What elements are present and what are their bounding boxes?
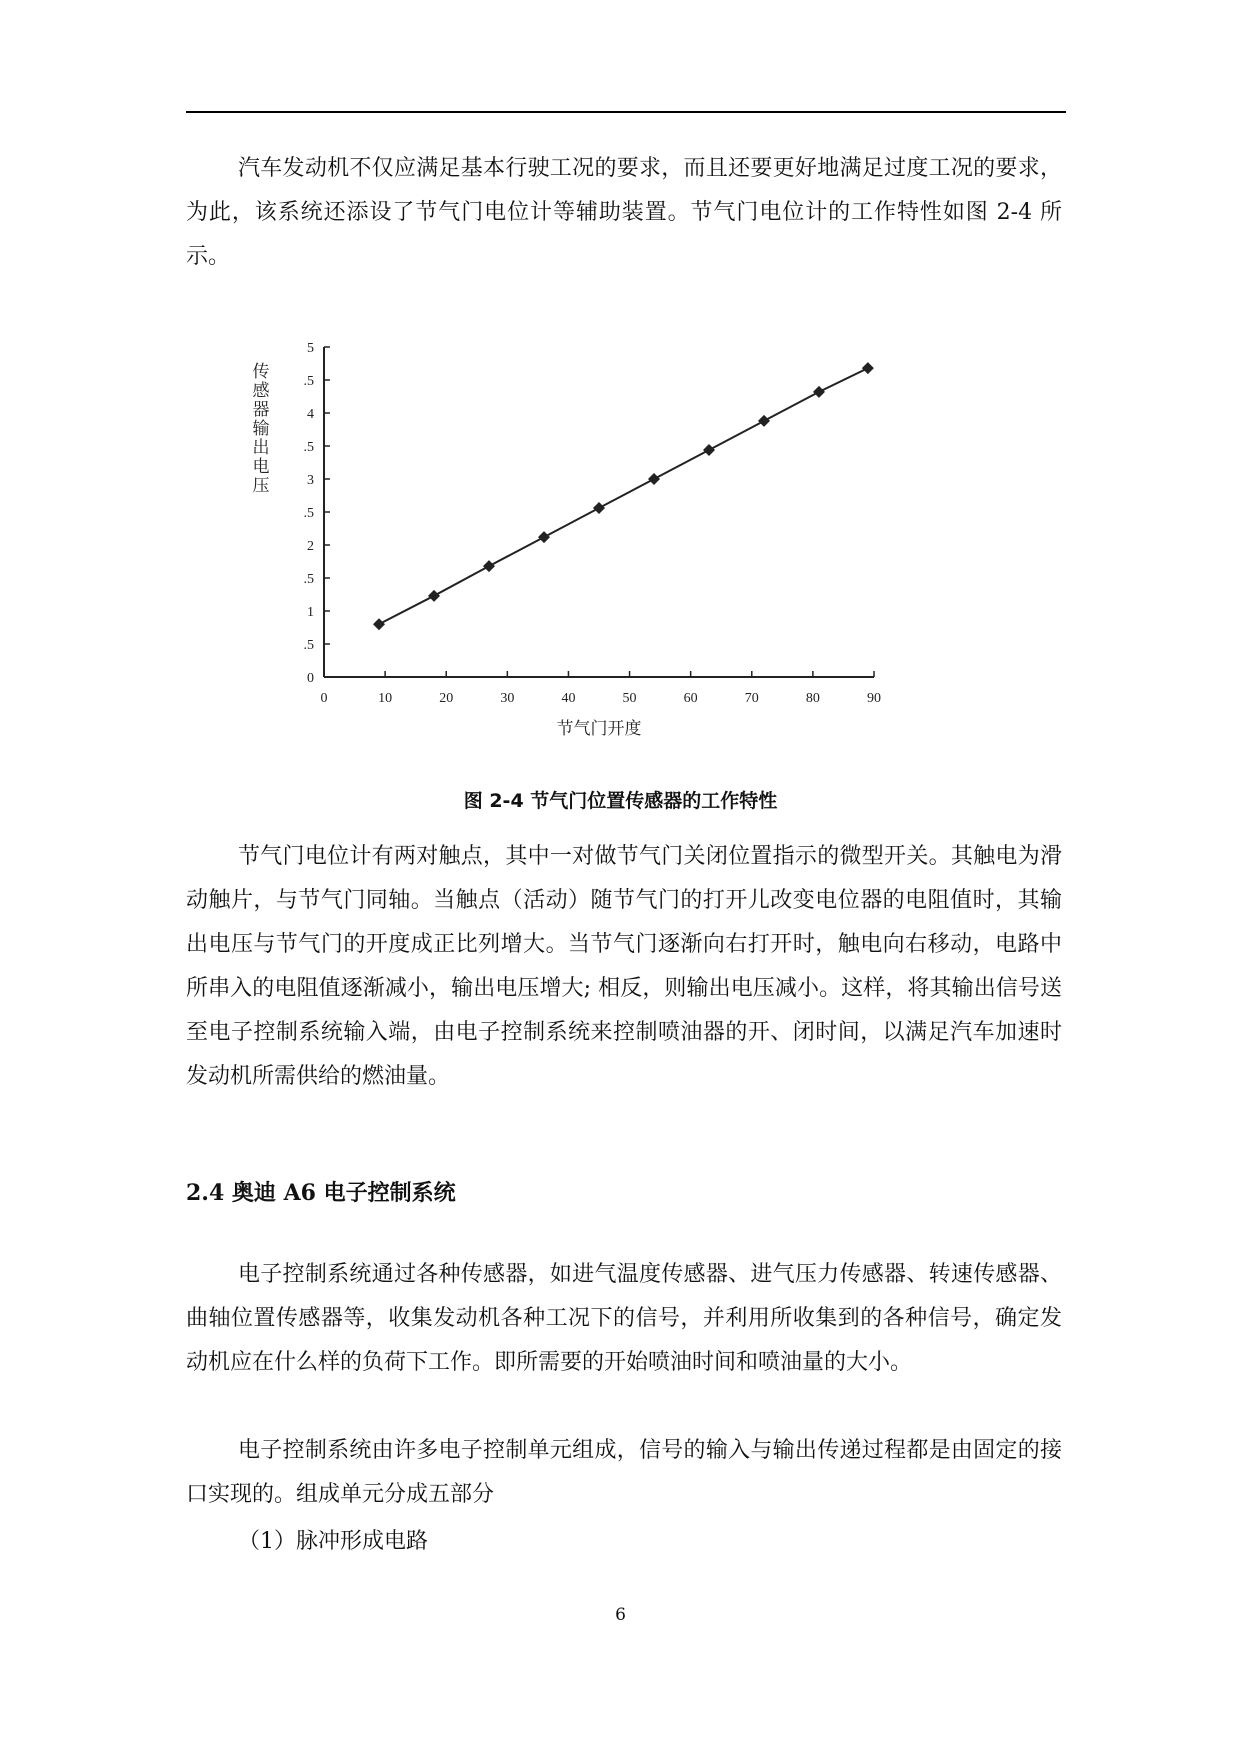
y-tick-label: .5 bbox=[303, 572, 314, 587]
list-item-pulse-circuit: （1）脉冲形成电路 bbox=[238, 1529, 428, 1554]
paragraph-intro: 汽车发动机不仅应满足基本行驶工况的要求，而且还要更好地满足过度工况的要求，为此，该系统还添设了节气门电位计等辅助装置。节气门电位计的工作特性如图 2-4 所示。 bbox=[186, 156, 1062, 269]
x-tick-label: 50 bbox=[622, 691, 637, 706]
data-point bbox=[758, 415, 770, 427]
y-tick-label: 0 bbox=[307, 671, 314, 686]
x-tick-label: 60 bbox=[683, 691, 698, 706]
y-axis-label-char: 输 bbox=[252, 419, 270, 439]
x-axis-label: 节气门开度 bbox=[556, 719, 642, 739]
page-number: 6 bbox=[615, 1605, 626, 1625]
y-tick-label: 1 bbox=[307, 605, 314, 620]
y-tick-label: .5 bbox=[303, 638, 314, 653]
paragraph-contacts: 节气门电位计有两对触点，其中一对做节气门关闭位置指示的微型开关。其触电为滑动触片，与节气门同轴。当触点（活动）随节气门的打开儿改变电位器的电阻值时，其输出电压与节气门的开度成正比列增大。当节气门逐渐向右打开时，触电向右移动，电路中所串入的电阻值逐渐减小，输出电压增大; 相反，则输出电压减小。这样，将其输出信号送至电子控制系统输入端，由电子控制系统来控制喷油器的开、闭时间，以满足汽车加速时发动机所需供给的燃油量。 bbox=[186, 844, 1062, 1089]
y-axis-label-char: 感 bbox=[252, 381, 270, 401]
data-point bbox=[648, 473, 660, 485]
y-tick-label: .5 bbox=[303, 506, 314, 521]
x-tick-label: 70 bbox=[744, 691, 759, 706]
y-tick-label: 5 bbox=[307, 341, 314, 356]
data-point bbox=[593, 502, 605, 514]
data-point bbox=[373, 618, 385, 630]
y-axis-label-char: 出 bbox=[252, 438, 270, 458]
data-point bbox=[538, 531, 550, 543]
paragraph-ecu-units: 电子控制系统由许多电子控制单元组成，信号的输入与输出传递过程都是由固定的接口实现的。组成单元分成五部分 bbox=[186, 1438, 1062, 1507]
figure-caption: 图 2-4 节气门位置传感器的工作特性 bbox=[463, 790, 778, 812]
y-axis-label-char: 压 bbox=[252, 476, 270, 496]
header-rule bbox=[186, 111, 1066, 113]
x-tick-label: 90 bbox=[867, 691, 881, 706]
section-heading: 2.4 奥迪 A6 电子控制系统 bbox=[186, 1180, 456, 1206]
data-point bbox=[483, 560, 495, 572]
x-tick-label: 80 bbox=[805, 691, 820, 706]
x-tick-label: 40 bbox=[561, 691, 576, 706]
data-point bbox=[428, 590, 440, 602]
y-tick-label: 4 bbox=[307, 407, 314, 422]
y-axis-label-char: 器 bbox=[252, 400, 270, 420]
y-axis-label-char: 电 bbox=[252, 457, 270, 477]
data-point bbox=[703, 444, 715, 456]
y-axis-label-char: 传 bbox=[252, 362, 270, 382]
series-line bbox=[379, 368, 868, 624]
y-tick-label: .5 bbox=[303, 374, 314, 389]
x-tick-label: 0 bbox=[320, 691, 328, 706]
paragraph-ecu-sensors: 电子控制系统通过各种传感器，如进气温度传感器、进气压力传感器、转速传感器、曲轴位置传感器等，收集发动机各种工况下的信号，并利用所收集到的各种信号，确定发动机应在什么样的负荷下工作。即所需要的开始喷油时间和喷油量的大小。 bbox=[186, 1262, 1062, 1375]
data-point bbox=[813, 386, 825, 398]
y-tick-label: 3 bbox=[307, 473, 314, 488]
data-point bbox=[862, 362, 874, 374]
x-tick-label: 30 bbox=[500, 691, 515, 706]
x-tick-label: 10 bbox=[378, 691, 393, 706]
x-tick-label: 20 bbox=[439, 691, 454, 706]
throttle-sensor-chart bbox=[236, 325, 916, 745]
y-tick-label: 2 bbox=[307, 539, 314, 554]
y-tick-label: .5 bbox=[303, 440, 314, 455]
